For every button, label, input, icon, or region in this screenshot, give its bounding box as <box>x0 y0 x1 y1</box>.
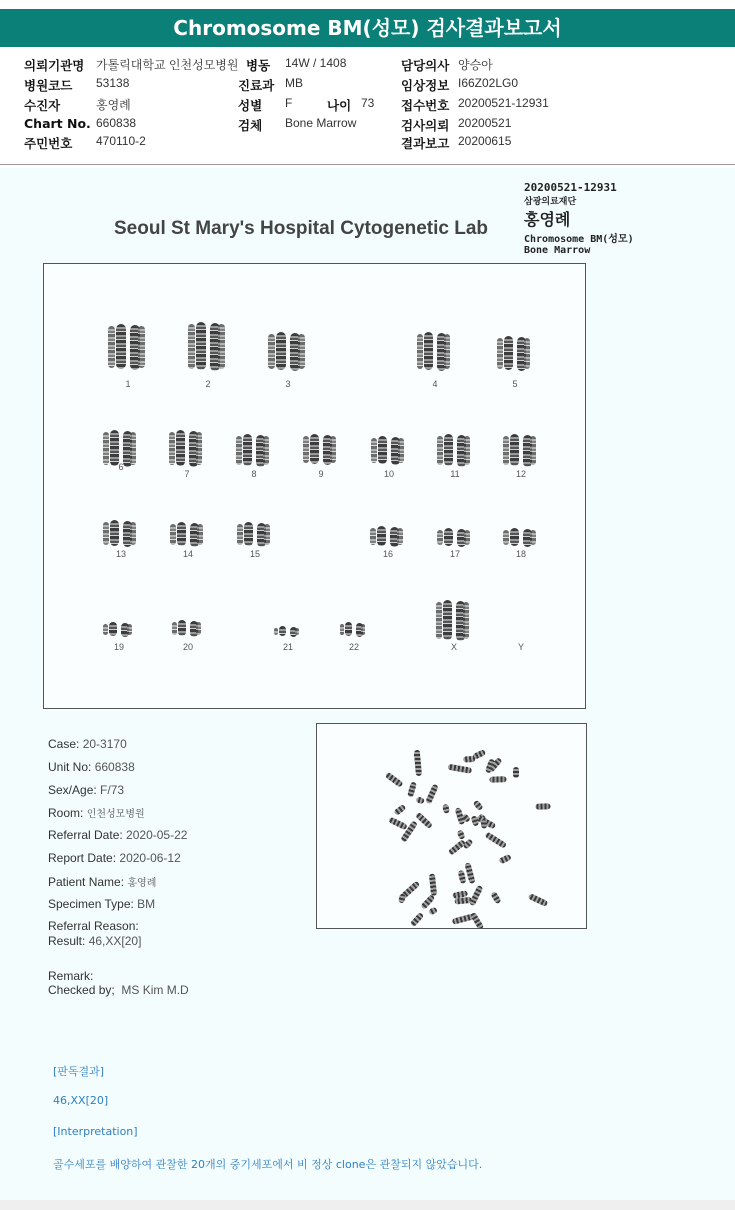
chromosome <box>109 622 117 636</box>
metaphase-chromosome <box>456 829 465 840</box>
chromosome <box>116 324 126 369</box>
chromosome <box>176 430 185 466</box>
chromosome-label: 5 <box>512 379 518 389</box>
case-label: Case: <box>48 737 80 751</box>
metaphase-chromosome <box>407 782 417 798</box>
chromatid <box>524 338 530 369</box>
specimen-type-value: BM <box>137 897 156 911</box>
result-label: Result: <box>48 934 86 948</box>
chromosome <box>177 522 186 546</box>
metaphase-chromosome <box>513 767 519 778</box>
metaphase-chromosome <box>394 804 407 816</box>
chromatid <box>263 436 269 465</box>
chromatid <box>530 530 536 545</box>
chromosome <box>110 520 119 546</box>
specimen-label: 검체 <box>238 118 263 133</box>
chromosome-label: 7 <box>184 469 190 479</box>
chromosome-label: 2 <box>205 379 211 389</box>
chromosome-label: 1 <box>125 379 131 389</box>
chromatid <box>237 524 243 545</box>
chromosome-label: 10 <box>383 469 394 479</box>
chromatid <box>503 436 509 465</box>
chromatid <box>197 524 203 545</box>
chromatid <box>370 528 376 545</box>
request-label: 검사의뢰 <box>401 118 450 133</box>
chart-label: Chart No. <box>24 116 91 131</box>
metaphase-chromosome <box>458 869 467 883</box>
result-date-value: 20200615 <box>458 134 512 148</box>
case-value: 20-3170 <box>82 737 127 751</box>
age-value: 73 <box>361 96 375 110</box>
chromatid <box>188 324 195 369</box>
chromosome-label: Y <box>517 642 524 652</box>
remark-label: Remark: <box>48 969 94 983</box>
metaphase-chromosome <box>442 803 450 813</box>
metaphase-chromosome <box>469 885 484 907</box>
chromosome-label: 12 <box>515 469 526 479</box>
chromosome <box>345 622 352 636</box>
chromosome <box>279 626 286 636</box>
chromosome-label: 6 <box>118 462 124 472</box>
metaphase-chromosome <box>384 772 403 788</box>
chromosome-label: 3 <box>285 379 291 389</box>
chromatid <box>170 524 176 545</box>
chromosome <box>310 434 319 464</box>
chromosome <box>276 332 286 370</box>
chromosome-label: 16 <box>382 549 393 559</box>
checked-label: Checked by; <box>48 983 115 997</box>
code-value: 53138 <box>96 76 130 90</box>
chromatid <box>340 624 344 635</box>
unit-value: 660838 <box>94 760 135 774</box>
chromatid <box>530 436 536 465</box>
chromosome-label: 8 <box>251 469 257 479</box>
report-date-value: 2020-06-12 <box>119 851 181 865</box>
inst-label: 의뢰기관명 <box>24 58 85 73</box>
chromosome <box>444 434 453 466</box>
chromosome <box>244 522 253 546</box>
room-label: Room: <box>48 806 84 820</box>
chromatid <box>464 436 470 465</box>
sex-label: 성별 <box>238 98 263 113</box>
chromosome-label: 18 <box>515 549 526 559</box>
metaphase-image <box>316 723 587 929</box>
chromosome <box>443 600 452 640</box>
referral-date-value: 2020-05-22 <box>126 828 188 842</box>
age-label: 나이 <box>327 98 352 113</box>
metaphase-chromosome <box>415 796 425 804</box>
chromosome <box>110 430 119 466</box>
chromosome <box>510 528 519 546</box>
metaphase-chromosome <box>410 911 425 926</box>
chromatid <box>169 432 175 465</box>
header-org: 삼광의료재단 <box>524 197 577 207</box>
chromosome <box>444 528 453 546</box>
chromatid <box>437 436 443 465</box>
rrn-value: 470110-2 <box>96 134 146 148</box>
patient-label: 수진자 <box>24 98 61 113</box>
chromatid <box>130 522 136 545</box>
metaphase-chromosome <box>463 756 476 762</box>
chromatid <box>497 338 503 369</box>
chromatid <box>218 324 225 369</box>
chromosome-label: 21 <box>282 642 293 652</box>
metaphase-chromosome <box>429 874 437 896</box>
chart-value: 660838 <box>96 116 137 130</box>
chromosome <box>378 436 387 464</box>
metaphase-chromosome <box>489 776 506 783</box>
chromatid <box>464 530 470 545</box>
metaphase-chromosome <box>470 912 484 929</box>
sexage-label: Sex/Age: <box>48 783 97 797</box>
chromosome-label: 11 <box>450 469 460 479</box>
metaphase-chromosome <box>472 799 483 811</box>
chromatid <box>138 326 145 368</box>
metaphase-chromosome <box>535 804 550 810</box>
chromatid <box>127 624 132 635</box>
header-name: 홍영례 <box>524 210 571 229</box>
request-value: 20200521 <box>458 116 512 130</box>
dept-value: MB <box>285 76 303 90</box>
clinical-label: 임상정보 <box>401 78 450 93</box>
chromosome-label: X <box>450 642 457 652</box>
specimen-type-label: Specimen Type: <box>48 897 134 911</box>
chromatid <box>463 602 469 639</box>
result-value: 46,XX[20] <box>88 934 142 948</box>
metaphase-chromosome <box>398 893 406 903</box>
interp-text: 골수세포를 배양하여 관찰한 20개의 중기세포에서 비 정상 clone은 관찰되지 않았습니다. <box>53 1158 483 1171</box>
metaphase-chromosome <box>485 832 507 849</box>
chromatid <box>196 622 201 635</box>
chromatid <box>437 530 443 545</box>
chromatid <box>397 528 403 545</box>
referral-reason-label: Referral Reason: <box>48 919 139 933</box>
chromosome-label: 9 <box>318 469 324 479</box>
metaphase-chromosome <box>388 817 408 831</box>
specimen-value: Bone Marrow <box>285 116 357 130</box>
chromosome-label: 17 <box>449 549 460 559</box>
chromatid <box>330 436 336 463</box>
metaphase-chromosome <box>448 764 472 774</box>
chromosome <box>424 332 433 370</box>
metaphase-chromosome <box>498 853 512 864</box>
divider <box>0 164 735 165</box>
interp-result: 46,XX[20] <box>53 1094 109 1107</box>
chromatid <box>298 334 305 369</box>
chromatid <box>196 432 202 465</box>
chromosome <box>196 322 206 370</box>
chromosome-label: 4 <box>432 379 438 389</box>
bottom-strip <box>0 1200 735 1210</box>
report-date-label: Report Date: <box>48 851 117 865</box>
metaphase-chromosome <box>481 819 487 829</box>
chromatid <box>130 432 136 465</box>
interp-heading-english: [Interpretation] <box>53 1125 138 1138</box>
chromatid <box>444 334 450 369</box>
chromosome-label: 14 <box>182 549 193 559</box>
room-value: 인천성모병원 <box>86 809 145 820</box>
ward-label: 병동 <box>246 58 271 73</box>
referral-date-label: Referral Date: <box>48 828 123 842</box>
chromatid <box>108 326 115 368</box>
chromatid <box>103 624 108 635</box>
report-header-block <box>524 181 634 256</box>
metaphase-chromosome <box>490 891 501 904</box>
chromatid <box>274 628 278 635</box>
metaphase-chromosome <box>528 893 549 907</box>
chromosome-label: 20 <box>182 642 193 652</box>
rrn-label: 주민번호 <box>24 136 73 151</box>
chromatid <box>361 624 365 635</box>
chromatid <box>417 334 423 369</box>
clinical-value: I66Z02LG0 <box>458 76 519 90</box>
result-date-label: 결과보고 <box>401 136 450 151</box>
metaphase-chromosome <box>415 812 433 829</box>
chromosome <box>178 620 186 636</box>
chromatid <box>436 602 442 639</box>
header-id: 20200521-12931 <box>524 181 617 194</box>
metaphase-chromosome <box>425 784 439 805</box>
doctor-label: 담당의사 <box>401 58 450 73</box>
checked-value: MS Kim M.D <box>121 983 189 997</box>
chromosome <box>243 434 252 466</box>
ward-value: 14W / 1408 <box>285 56 347 70</box>
chromosome <box>504 336 513 370</box>
dept-label: 진료과 <box>238 78 275 93</box>
chromatid <box>295 628 299 635</box>
lab-title: Seoul St Mary's Hospital Cytogenetic Lab <box>114 218 489 239</box>
chromatid <box>172 622 177 635</box>
inst-value: 가톨릭대학교 인천성모병원 <box>96 58 239 72</box>
chromosome-label: 15 <box>249 549 260 559</box>
chromatid <box>503 530 509 545</box>
chromatid <box>103 432 109 465</box>
chromatid <box>303 436 309 463</box>
sexage-value: F/73 <box>100 783 125 797</box>
metaphase-chromosome <box>428 906 438 915</box>
sex-value: F <box>285 96 293 110</box>
chromatid <box>268 334 275 369</box>
chromatid <box>236 436 242 465</box>
patient-name-label: Patient Name: <box>48 875 125 889</box>
receipt-label: 접수번호 <box>401 98 450 113</box>
unit-label: Unit No: <box>48 760 92 774</box>
chromosome-label: 22 <box>348 642 359 652</box>
patient-name-value: 홍영례 <box>127 878 157 889</box>
chromatid <box>371 438 377 463</box>
report-title: Chromosome BM(성모) 검사결과보고서 <box>0 9 735 47</box>
chromosome-label: 19 <box>113 642 124 652</box>
karyotype-image <box>43 263 586 709</box>
chromosome-label: 13 <box>115 549 126 559</box>
interp-heading-korean: [판독결과] <box>53 1065 105 1078</box>
patient-value: 홍영례 <box>96 98 131 112</box>
chromosome <box>510 434 519 466</box>
chromatid <box>264 524 270 545</box>
receipt-value: 20200521-12931 <box>458 96 549 110</box>
chromatid <box>103 522 109 545</box>
doctor-value: 양승아 <box>458 58 493 72</box>
header-specimen: Bone Marrow <box>524 245 591 256</box>
chromosome <box>377 526 386 546</box>
header-test: Chromosome BM(성모) <box>524 234 634 245</box>
code-label: 병원코드 <box>24 78 73 93</box>
chromatid <box>398 438 404 463</box>
